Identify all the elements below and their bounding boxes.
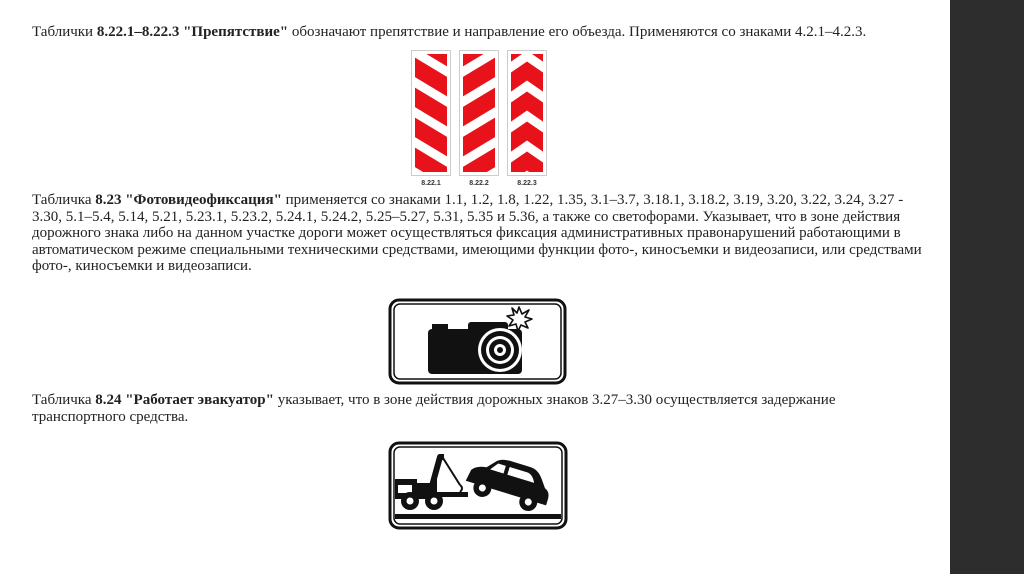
paragraph-824 xyxy=(32,392,927,425)
sign-8-22-1-icon xyxy=(411,50,451,176)
camera-flash-icon xyxy=(388,298,567,385)
tow-truck-icon xyxy=(388,441,568,530)
sign-8-22-2-icon xyxy=(459,50,499,176)
paragraph-822-prefix: Таблички xyxy=(32,24,97,40)
paragraph-822-title: 8.22.1–8.22.3 "Препятствие" xyxy=(96,24,289,40)
paragraph-824-prefix: Табличка xyxy=(32,392,96,408)
paragraph-823-title: 8.23 "Фотовидеофиксация" xyxy=(95,192,282,208)
signs-822-group xyxy=(411,50,551,190)
sign-8-22-2-label: 8.22.2 xyxy=(469,180,489,187)
paragraph-822 xyxy=(32,24,927,41)
sign-8-22-3-label: 8.22.3 xyxy=(517,180,537,187)
paragraph-823-prefix: Табличка xyxy=(32,192,96,208)
paragraph-824-text: указывает, что в зоне действия дорожных знаков 3.27–3.30 осуществляется задержание транспортного средства. xyxy=(32,392,836,425)
paragraph-824-title: 8.24 "Работает эвакуатор" xyxy=(95,392,274,408)
right-side-bar xyxy=(950,0,1024,574)
paragraph-822-text: обозначают препятствие и направление его объезда. Применяются со знаками 4.2.1–4.2.3. xyxy=(288,24,867,40)
sign-8-22-1-label: 8.22.1 xyxy=(421,180,441,187)
paragraph-823-text: применяется со знаками 1.1, 1.2, 1.8, 1.22, 1.35, 3.1–3.7, 3.18.1, 3.18.2, 3.19, 3.20, 3.22, 3.24, 3.27 - 3.30, 5.1–5.4, 5.14, 5.21, 5.23.1, 5.23.2, 5.24.1, 5.24.2, 5.25–5.27, 5.31, 5.35 и 5.36, а также со светофорами. Указывает, что в зоне действия дорожного знака либо на данном участке дороги может осуществляться фиксация административных правонарушений работающими в автоматическом режиме специальными техническими средствами, имеющими функции фото-, киносъемки и видеозаписи, или средствами фото-, киносъемки и видеозаписи. xyxy=(32,192,922,274)
paragraph-823 xyxy=(32,192,927,275)
sign-8-22-3-icon xyxy=(507,50,547,176)
